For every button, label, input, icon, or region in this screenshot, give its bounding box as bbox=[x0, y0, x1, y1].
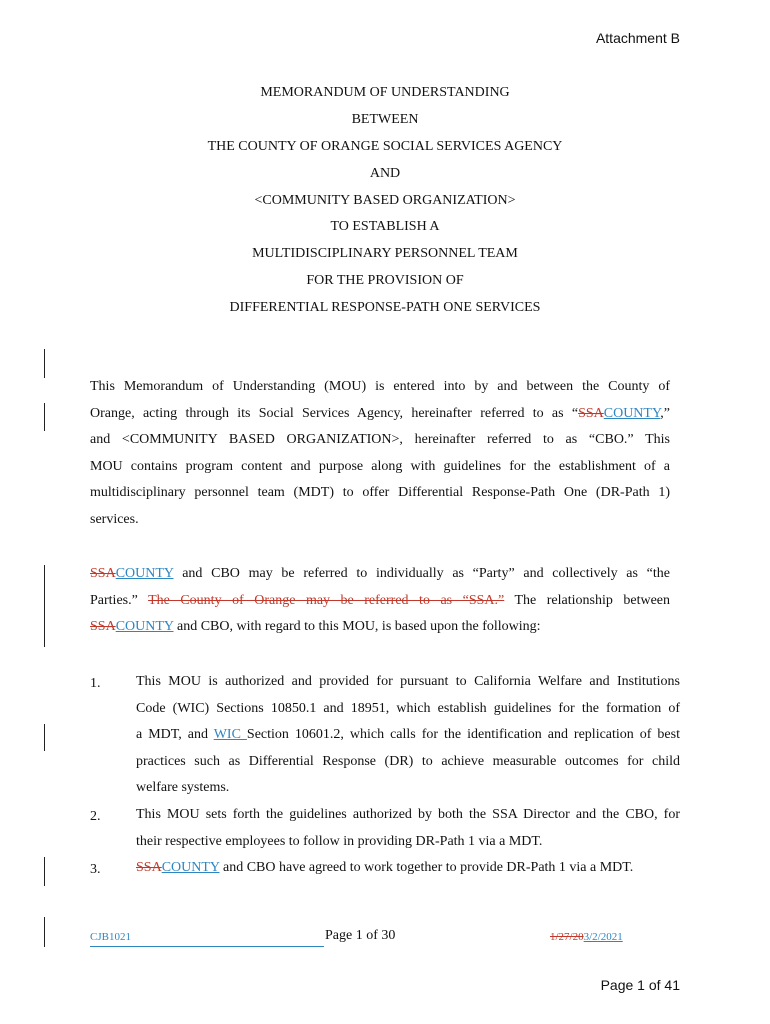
title-line-6: TO ESTABLISH A bbox=[330, 219, 440, 234]
inserted-text: WIC bbox=[213, 727, 247, 742]
text-line: services. bbox=[90, 511, 139, 527]
list-item bbox=[136, 669, 680, 802]
list-item bbox=[136, 802, 680, 855]
deleted-text: The County of Orange may be referred to as “SSA.” bbox=[148, 592, 505, 608]
change-bar bbox=[44, 857, 45, 886]
change-bar bbox=[44, 724, 45, 751]
title-line-2: BETWEEN bbox=[351, 112, 419, 127]
list-item bbox=[136, 855, 680, 882]
text-line: Code (WIC) Sections 10850.1 and 18951, which establish guidelines for the formation of bbox=[136, 700, 680, 716]
text-line bbox=[136, 855, 680, 882]
list-number: 3. bbox=[90, 862, 101, 877]
footer-page-number: Page 1 of 30 bbox=[325, 928, 396, 943]
deleted-text: SSA bbox=[578, 405, 604, 421]
change-bar bbox=[44, 917, 45, 947]
inserted-text: 3/2/2021 bbox=[583, 931, 623, 943]
text-line: and <COMMUNITY BASED ORGANIZATION>, hereinafter referred to as “CBO.” This bbox=[90, 432, 670, 447]
parties-paragraph bbox=[90, 561, 670, 641]
text-run: and CBO have agreed to work together to provide DR-Path 1 via a MDT. bbox=[219, 860, 634, 875]
text-run: and CBO may be referred to individually as “Party” and collectively as “the bbox=[173, 566, 670, 581]
text-line bbox=[90, 588, 670, 615]
text-line: MOU contains program content and purpose along with guidelines for the establishment of a bbox=[90, 458, 670, 474]
title-line-4: AND bbox=[369, 166, 401, 181]
title-line-1: MEMORANDUM OF UNDERSTANDING bbox=[260, 85, 510, 100]
title-line-8: FOR THE PROVISION OF bbox=[306, 273, 464, 288]
text-line: This Memorandum of Understanding (MOU) is entered into by and between the County of bbox=[90, 379, 670, 394]
text-line: This MOU is authorized and provided for pursuant to California Welfare and Institutions bbox=[136, 674, 680, 689]
text-line: welfare systems. bbox=[136, 780, 230, 795]
text-line: This MOU sets forth the guidelines authorized by both the SSA Director and the CBO, for bbox=[136, 807, 680, 822]
text-line bbox=[90, 561, 670, 588]
deleted-text: SSA bbox=[90, 619, 116, 634]
text-line bbox=[90, 614, 670, 641]
text-line: practices such as Differential Response (DR) to achieve measurable outcomes for child bbox=[136, 753, 680, 769]
title-line-3: THE COUNTY OF ORANGE SOCIAL SERVICES AGENCY bbox=[207, 139, 563, 154]
page-indicator: Page 1 of 41 bbox=[600, 977, 680, 993]
attachment-label: Attachment B bbox=[595, 30, 680, 46]
change-bar bbox=[44, 349, 45, 378]
text-run: a MDT, and bbox=[136, 727, 214, 742]
deleted-text: SSA bbox=[136, 860, 162, 875]
intro-paragraph bbox=[90, 374, 670, 533]
deleted-text: 1/27/20 bbox=[550, 931, 584, 943]
text-line bbox=[136, 722, 680, 749]
text-run: Parties.” bbox=[90, 592, 149, 608]
list-number: 2. bbox=[90, 809, 101, 824]
inserted-text: COUNTY bbox=[115, 566, 174, 581]
list-number: 1. bbox=[90, 676, 101, 691]
text-line bbox=[90, 401, 670, 428]
text-run: Orange, acting through its Social Services Agency, hereinafter referred to as “ bbox=[90, 405, 579, 421]
footer-code: CJB1021 bbox=[90, 931, 131, 943]
inserted-text: COUNTY bbox=[115, 619, 174, 634]
change-bar bbox=[44, 565, 45, 647]
text-line: multidisciplinary personnel team (MDT) to offer Differential Response-Path One (DR-Path 1) bbox=[90, 485, 670, 500]
title-line-9: DIFFERENTIAL RESPONSE-PATH ONE SERVICES bbox=[229, 300, 541, 315]
text-run: Section 10601.2, which calls for the identification and replication of best bbox=[246, 727, 680, 742]
inserted-text: COUNTY bbox=[603, 405, 661, 421]
title-line-5: <COMMUNITY BASED ORGANIZATION> bbox=[254, 193, 516, 208]
footer-date bbox=[550, 931, 623, 943]
title-line-7: MULTIDISCIPLINARY PERSONNEL TEAM bbox=[252, 246, 518, 261]
inserted-text: COUNTY bbox=[161, 860, 220, 875]
text-line: their respective employees to follow in providing DR-Path 1 via a MDT. bbox=[136, 833, 543, 849]
text-run: The relationship between bbox=[504, 592, 670, 608]
text-run: and CBO, with regard to this MOU, is based upon the following: bbox=[173, 619, 541, 634]
deleted-text: SSA bbox=[90, 566, 116, 581]
text-run: ,” bbox=[660, 405, 670, 421]
change-bar bbox=[44, 403, 45, 431]
